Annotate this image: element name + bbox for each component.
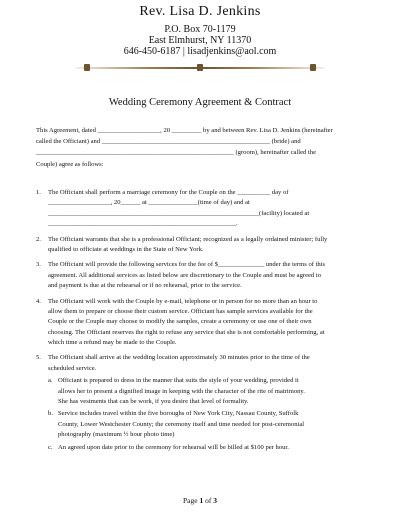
term-line: allow them to prepare or choose their custom service. Officiant has sample services available for the [48, 307, 313, 315]
term-line: which time a refund may be made to the Couple. [48, 339, 177, 347]
divider-ornament-left [84, 64, 90, 71]
term-line: The Officiant shall arrive at the wedding location approximately 30 minutes prior to the time of the [48, 354, 310, 362]
intro-line: ____________________________________________________________ (groom), hereinafter called the [36, 149, 317, 157]
term-item-5 [36, 353, 372, 453]
subitem-line: Officiant is prepared to dress in the manner that suits the style of your wedding, provided it [58, 377, 299, 385]
po-box: P.O. Box 70-1179 [164, 24, 236, 35]
term-item-3 [36, 260, 372, 291]
intro-line: This Agreement, dated ___________________, 20 _________ by and between Rev. Lisa D. Jenkins (hereinafter [36, 127, 333, 134]
subitem-label: c. [48, 443, 53, 451]
intro-line: called the Officiant) and ___________________________________________________ (bride) and [36, 138, 301, 146]
term-number: 3. [36, 261, 41, 269]
city-line: East Elmhurst, NY 11370 [148, 35, 252, 46]
subitem-line: Service includes travel within the five boroughs of New York City, Nassau County, Suffolk [58, 410, 299, 418]
subitem-a [48, 376, 372, 407]
term-line: The Officiant will work with the Couple by e-mail, telephone or in person for no more than an hour to [48, 297, 318, 305]
term-line: Couple or the Couple may choose to modify the samples, create a ceremony or use one of their own [48, 318, 312, 326]
term-line: The Officiant shall perform a marriage ceremony for the Couple on the __________ day of [48, 189, 289, 196]
subitem-c [48, 443, 372, 453]
divider-ornament-center [197, 64, 203, 71]
subitem-label: a. [48, 377, 53, 385]
term-line: agreement. All additional services as listed below are discretionary to the Couple and must be agreed to [48, 271, 322, 279]
divider-ornament-right [310, 64, 316, 71]
term-line: and payment is due at the rehearsal or if no rehearsal, prior to the service. [48, 282, 242, 290]
subitem-line: County, Lower Westchester County; the ceremony itself and time needed for post-ceremonial [58, 420, 305, 428]
subitem-line: She has vestments that can be work, if you desire that level of formality. [58, 398, 249, 406]
term-line: scheduled service. [48, 364, 97, 372]
term-number: 1. [36, 189, 41, 196]
term-item-4 [36, 297, 372, 349]
term-number: 5. [36, 354, 41, 362]
term-number: 4. [36, 297, 41, 305]
term-line: qualified to officiate at weddings in the State of New York. [48, 245, 204, 253]
term-item-2 [36, 235, 372, 256]
subitem-line: allows her to present a dignified image in keeping with the character of the rite of matrimony. [58, 387, 305, 395]
subitem-line: An agreed upon date prior to the ceremony for rehearsal will be billed at $100 per hour. [58, 443, 289, 451]
term-line: ________________________________________________________________(facility) located at [48, 209, 310, 217]
term-line: _________________________________________________________. [48, 220, 238, 228]
terms-list [36, 188, 372, 458]
officiant-name: Rev. Lisa D. Jenkins [139, 4, 261, 19]
term-line: choosing. The Officiant reserves the right to refuse any service that she is not comfortable performing, at [48, 328, 325, 336]
intro-line: Couple) agree as follows: [36, 160, 104, 168]
term-line: The Officiant will provide the following services for the fee of $______________ under the terms of this [48, 261, 326, 269]
subitem-b [48, 409, 372, 440]
term-line: ___________________, 20______ at _______________(time of day) and at [48, 199, 250, 207]
intro-paragraph [36, 125, 368, 170]
footer-of: of [203, 496, 214, 505]
page-total: 3 [213, 496, 217, 505]
term-line: The Officiant warrants that she is a professional Officiant; recognized as a legally ordained minister; fully [48, 235, 328, 243]
term-item-1 [36, 188, 372, 230]
page-footer [0, 496, 400, 505]
contact-line: 646-450-6187 | lisadjenkins@aol.com [123, 46, 277, 57]
footer-prefix: Page [183, 496, 200, 505]
document-title: Wedding Ceremony Agreement & Contract [108, 97, 292, 108]
page-number: 1 [199, 496, 204, 505]
term-number: 2. [36, 235, 41, 243]
subitem-line: photography (maximum ½ hour photo time) [58, 431, 175, 439]
decorative-divider [76, 64, 324, 72]
subitem-label: b. [48, 410, 53, 418]
